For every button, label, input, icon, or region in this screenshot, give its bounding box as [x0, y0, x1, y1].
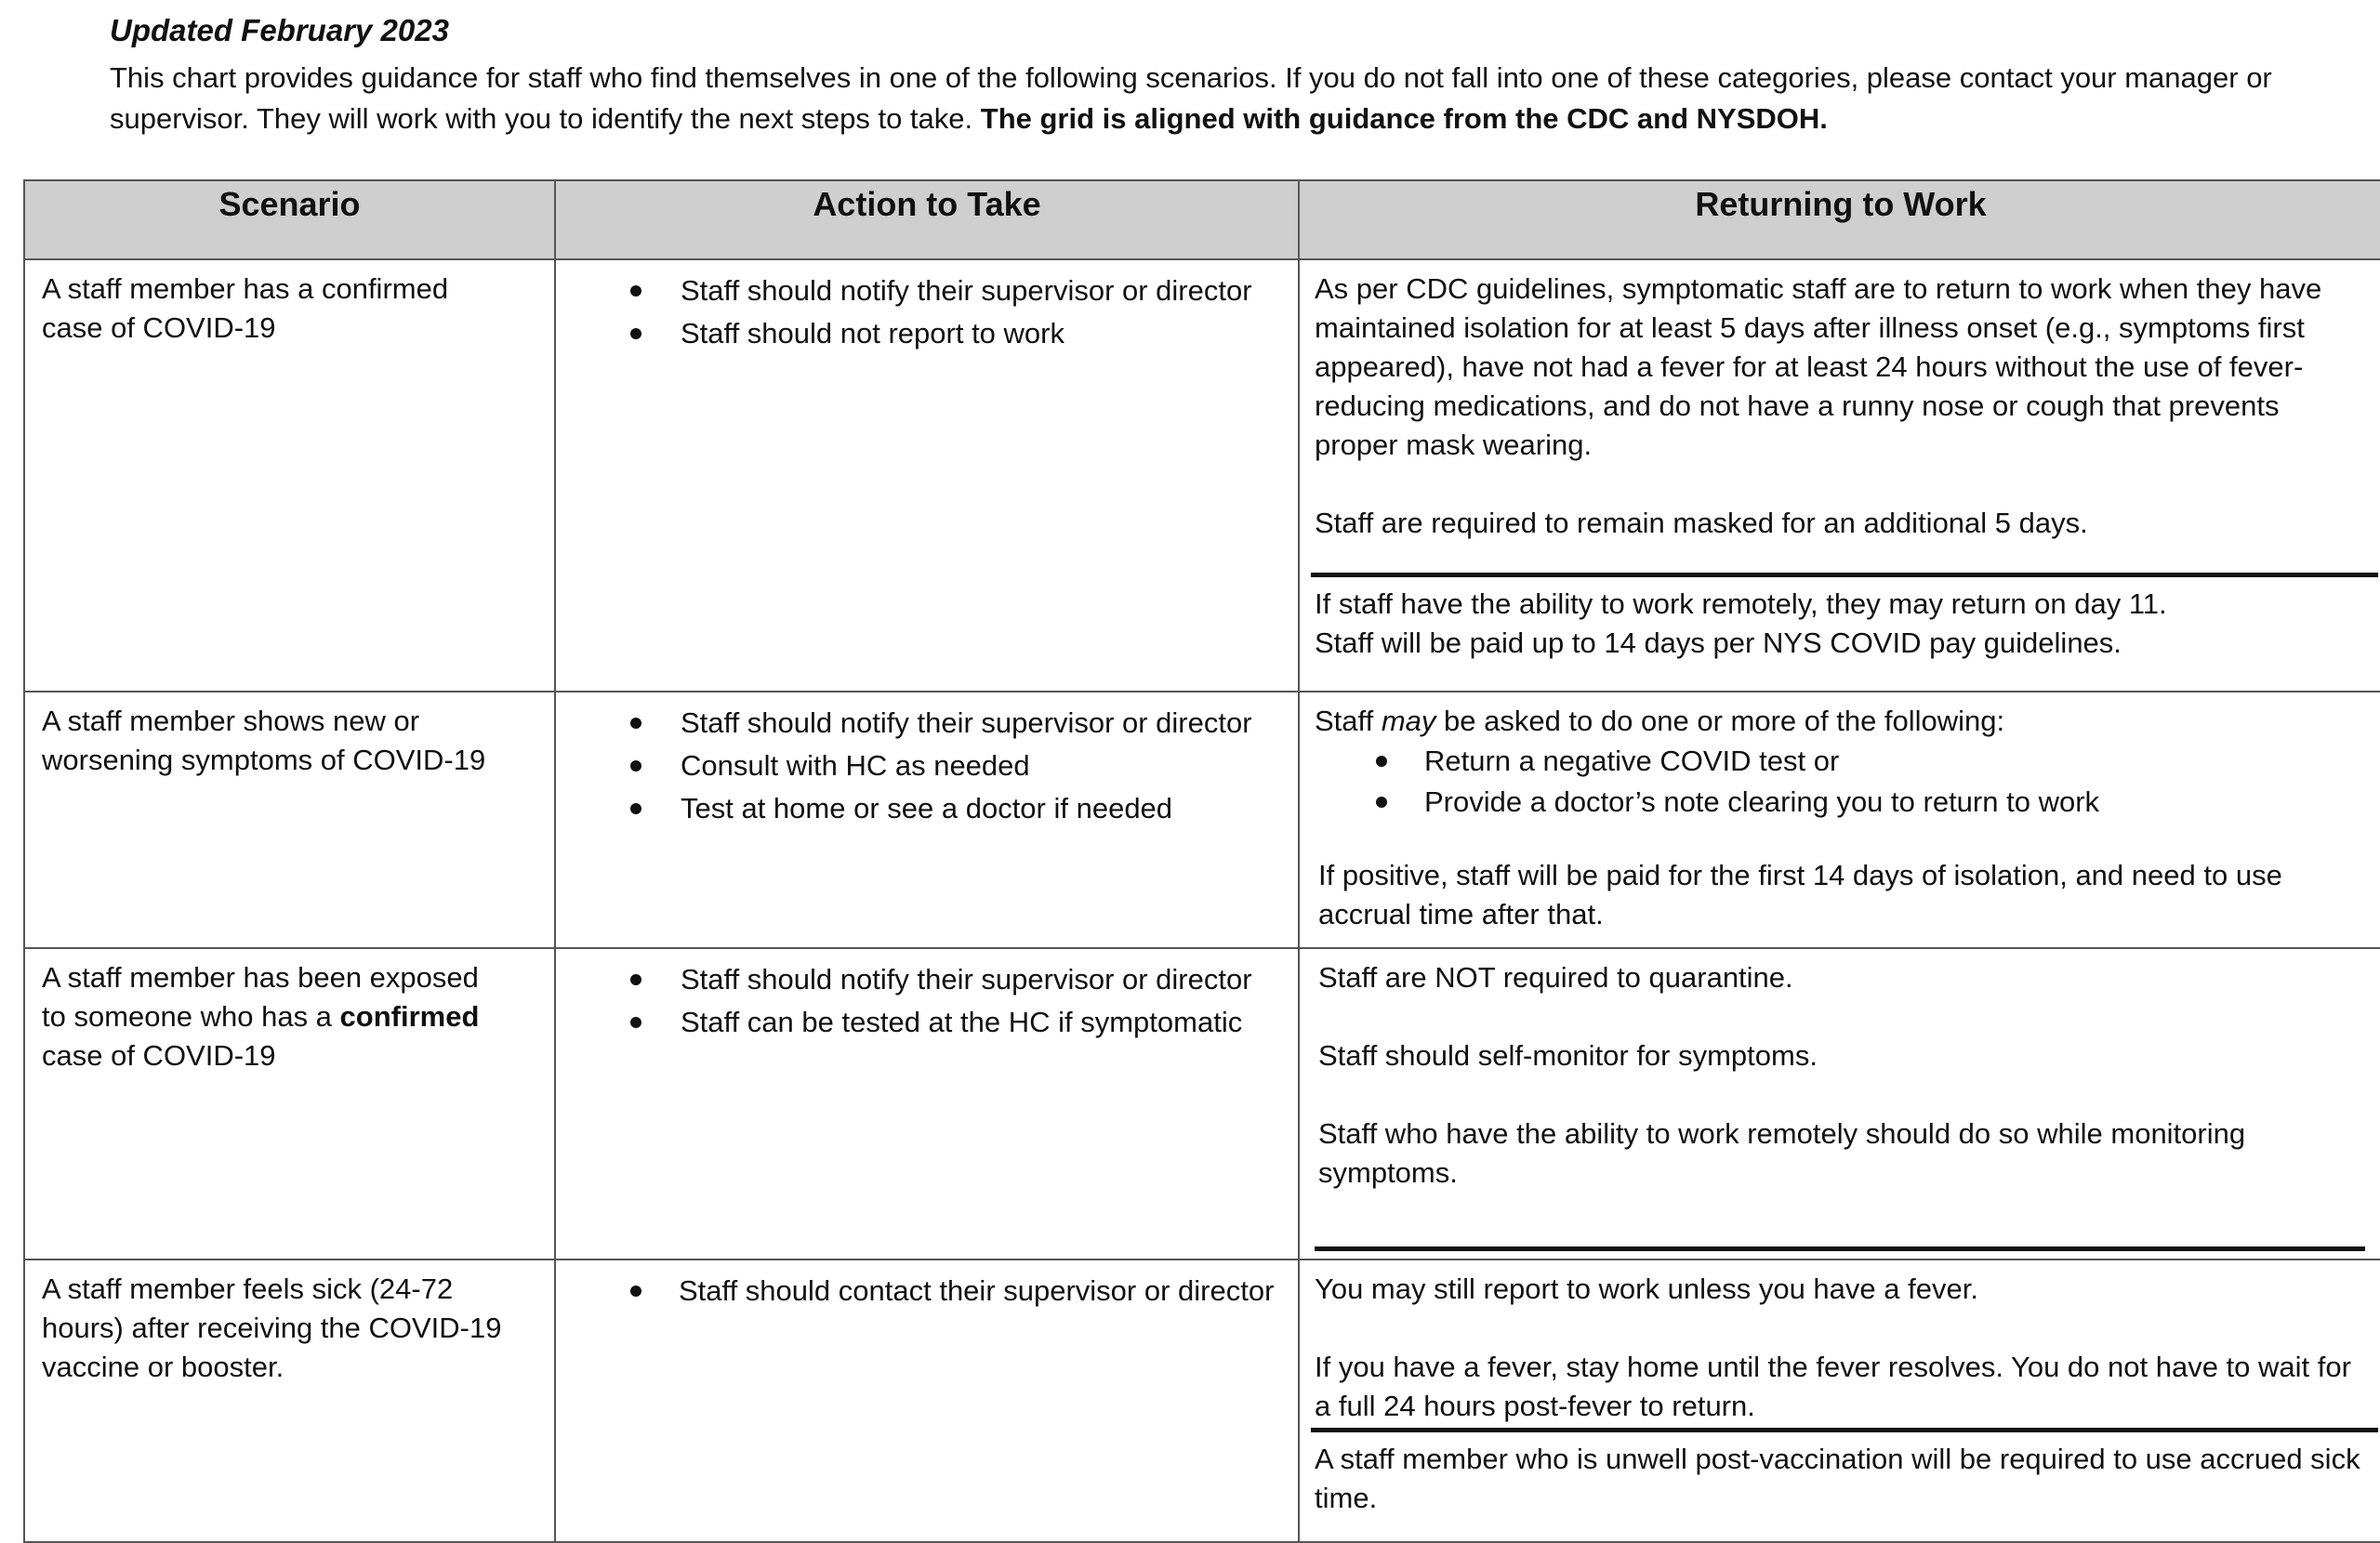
return-paragraph: If positive, staff will be paid for the first 14 days of isolation, and need to use accrual time after that.: [1318, 859, 2282, 930]
list-item: Return a negative COVID test or: [1315, 741, 2365, 782]
list-item: Staff should not report to work: [556, 312, 1294, 355]
table-row: [24, 948, 2380, 1259]
list-item: Staff should notify their supervisor or director: [556, 270, 1294, 312]
return-lead: [1315, 702, 2365, 741]
return-lead-emphasis: may: [1381, 705, 1436, 737]
return-cell: [1299, 692, 2380, 948]
return-paragraph: If staff have the ability to work remotely, they may return on day 11.: [1315, 587, 2167, 620]
guidance-table: [23, 179, 2380, 1543]
section-divider: [1311, 573, 2378, 577]
return-paragraph: Staff will be paid up to 14 days per NYS COVID pay guidelines.: [1315, 626, 2122, 659]
table-header-row: [24, 180, 2380, 259]
return-paragraph: You may still report to work unless you have a fever.: [1315, 1273, 1978, 1305]
column-header-action: Action to Take: [555, 180, 1299, 259]
return-paragraph: Staff should self-monitor for symptoms.: [1318, 1039, 1818, 1072]
action-list: [556, 958, 1294, 1044]
intro-paragraph: [110, 58, 2341, 139]
action-cell: [555, 692, 1299, 948]
return-paragraph: Staff are NOT required to quarantine.: [1318, 961, 1793, 994]
section-divider: [1315, 1246, 2365, 1251]
action-list: [556, 1270, 1294, 1312]
document-intro: [110, 11, 2360, 139]
list-item: Consult with HC as needed: [556, 745, 1294, 787]
column-header-scenario: Scenario: [24, 180, 555, 259]
list-item: Test at home or see a doctor if needed: [556, 787, 1294, 830]
scenario-text-part: A staff member has been exposed to someone who has a: [42, 961, 479, 1033]
scenario-cell: [24, 692, 555, 948]
return-cell: [1299, 1259, 2380, 1542]
return-cell: [1299, 948, 2380, 1259]
scenario-bold-text: confirmed: [339, 1000, 480, 1033]
return-paragraph: Staff are required to remain masked for an additional 5 days.: [1315, 507, 2088, 539]
table-row: [24, 1259, 2380, 1542]
intro-text: This chart provides guidance for staff who find themselves in one of the following scenarios. If you do not fall into one of these categories, please contact your manager or supervisor. They will work with you to identify the next steps to take.: [110, 61, 2272, 135]
intro-bold-text: The grid is aligned with guidance from the CDC and NYSDOH.: [980, 102, 1828, 135]
list-item: Staff can be tested at the HC if symptomatic: [556, 1001, 1294, 1044]
list-item: Staff should notify their supervisor or director: [556, 702, 1294, 745]
updated-date: Updated February 2023: [110, 13, 449, 47]
section-divider: [1311, 1428, 2378, 1432]
table-row: [24, 259, 2380, 692]
scenario-text-part: case of COVID-19: [42, 1039, 276, 1072]
table-row: [24, 692, 2380, 948]
scenario-text: A staff member shows new or worsening symptoms of COVID-19: [42, 705, 486, 776]
return-paragraph: Staff who have the ability to work remotely should do so while monitoring symptoms.: [1318, 1117, 2246, 1189]
return-paragraph: If you have a fever, stay home until the fever resolves. You do not have to wait for a full 24 hours post-fever to return.: [1315, 1351, 2351, 1422]
scenario-text: [42, 958, 507, 1075]
scenario-text: A staff member has a confirmed case of COVID-19: [42, 272, 449, 344]
return-cell: [1299, 259, 2380, 692]
return-options-list: [1315, 741, 2365, 823]
list-item: Provide a doctor’s note clearing you to return to work: [1315, 782, 2365, 823]
list-item: Staff should contact their supervisor or director: [556, 1270, 1294, 1312]
scenario-cell: [24, 948, 555, 1259]
column-header-returning: Returning to Work: [1299, 180, 2380, 259]
list-item: Staff should notify their supervisor or director: [556, 958, 1294, 1001]
scenario-cell: [24, 1259, 555, 1542]
return-paragraph: A staff member who is unwell post-vaccination will be required to use accrued sick time.: [1315, 1443, 2360, 1514]
action-list: [556, 270, 1294, 355]
scenario-cell: [24, 259, 555, 692]
action-list: [556, 702, 1294, 830]
return-lead-text: Staff: [1315, 705, 1382, 737]
action-cell: [555, 1259, 1299, 1542]
return-paragraph: As per CDC guidelines, symptomatic staff are to return to work when they have maintained isolation for at least 5 days after illness onset (e.g., symptoms first appeared), have not had a fever for at least 24 hours without the use of fever-reducing medications, and do not have a runny nose or cough that prevents proper mask wearing.: [1315, 272, 2322, 461]
scenario-text: A staff member feels sick (24-72 hours) after receiving the COVID-19 vaccine or booster.: [42, 1273, 502, 1383]
action-cell: [555, 948, 1299, 1259]
return-lead-text: be asked to do one or more of the following:: [1435, 705, 2005, 737]
action-cell: [555, 259, 1299, 692]
